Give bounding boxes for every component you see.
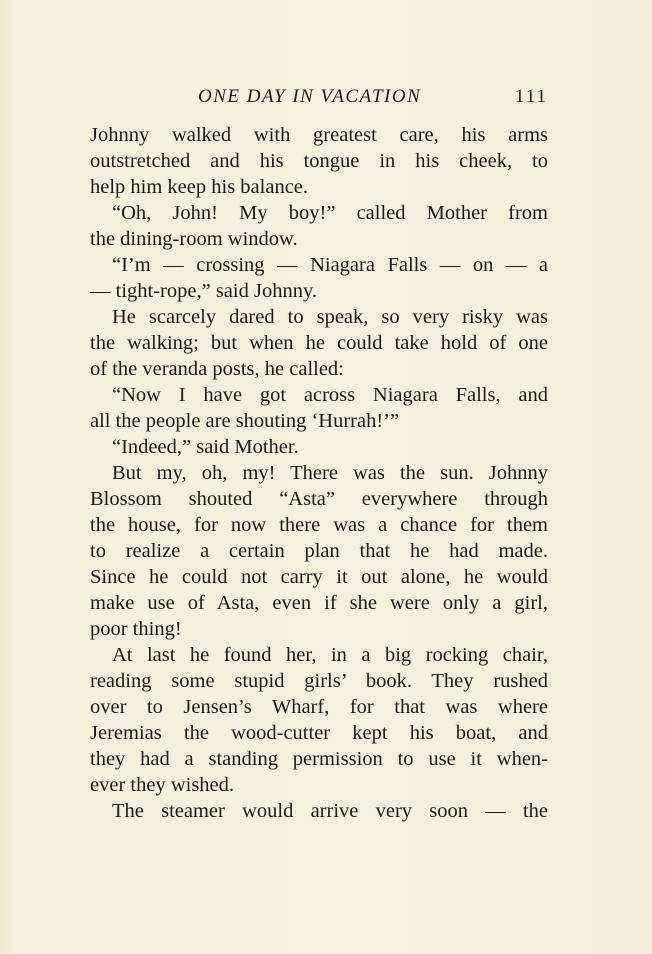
text-line: the house, for now there was a chance for them: [90, 514, 548, 536]
text-line: reading some stupid girls’ book. They rushed: [90, 670, 548, 692]
text-line: “Indeed,” said Mother.: [112, 436, 299, 458]
text-line: “I’m — crossing — Niagara Falls — on — a: [112, 254, 548, 276]
text-line: “Now I have got across Niagara Falls, and: [112, 384, 548, 406]
text-line: The steamer would arrive very soon — the: [112, 800, 548, 822]
text-line: to realize a certain plan that he had made.: [90, 540, 548, 562]
page-number: 111: [514, 86, 548, 107]
text-line: — tight-rope,” said Johnny.: [90, 280, 317, 302]
text-line: Since he could not carry it out alone, he would: [90, 566, 548, 588]
text-line: He scarcely dared to speak, so very risky was: [112, 306, 548, 328]
text-line: make use of Asta, even if she were only a girl,: [90, 592, 548, 614]
text-line: the dining-room window.: [90, 228, 298, 250]
text-line: all the people are shouting ‘Hurrah!’”: [90, 410, 400, 432]
text-line: Blossom shouted “Asta” everywhere through: [90, 488, 548, 510]
text-line: of the veranda posts, he called:: [90, 358, 344, 380]
text-line: over to Jensen’s Wharf, for that was where: [90, 696, 548, 718]
text-line: Jeremias the wood-cutter kept his boat, and: [90, 722, 548, 744]
text-line: Johnny walked with greatest care, his arms: [90, 124, 548, 146]
text-line: ever they wished.: [90, 774, 235, 796]
text-line: outstretched and his tongue in his cheek, to: [90, 150, 548, 172]
text-line: “Oh, John! My boy!” called Mother from: [112, 202, 548, 224]
text-line: help him keep his balance.: [90, 176, 309, 198]
page-header: [90, 86, 548, 112]
text-line: they had a standing permission to use it when-: [90, 748, 548, 770]
text-line: the walking; but when he could take hold of one: [90, 332, 548, 354]
text-line: But my, oh, my! There was the sun. Johnny: [112, 462, 548, 484]
text-line: poor thing!: [90, 618, 182, 640]
text-line: At last he found her, in a big rocking chair,: [112, 644, 548, 666]
running-title: ONE DAY IN VACATION: [198, 86, 422, 107]
body-text: [90, 122, 548, 824]
